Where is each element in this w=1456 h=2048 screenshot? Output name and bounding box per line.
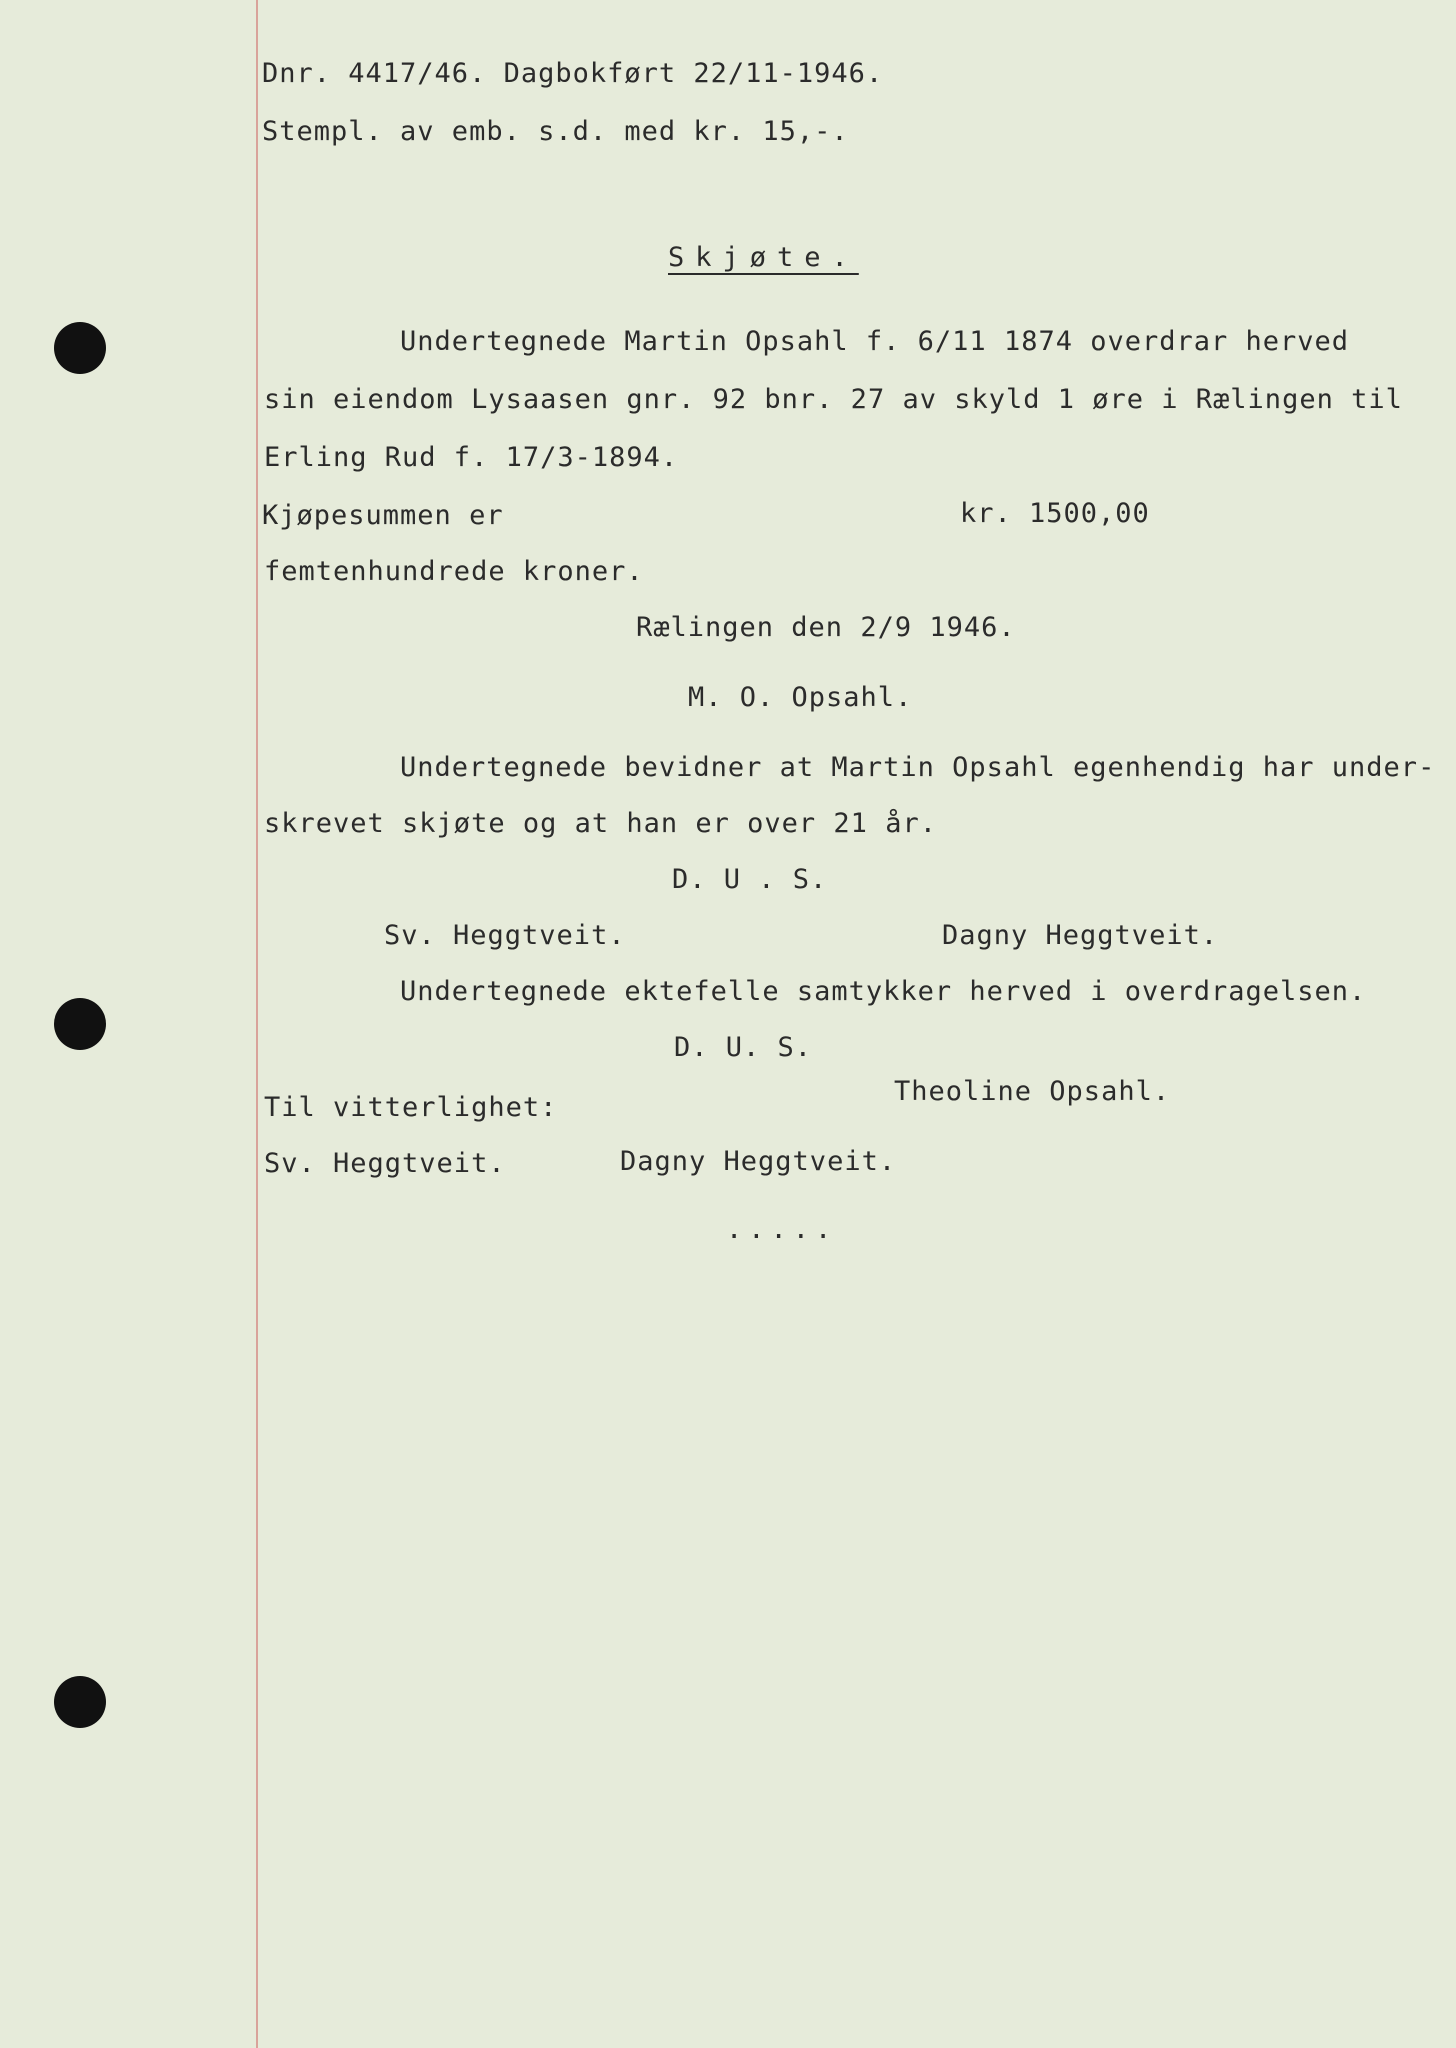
price-in-words: femtenhundrede kroner. [264, 556, 644, 587]
paragraph-2-line-2: skrevet skjøte og at han er over 21 år. [264, 808, 937, 839]
dus-mark-2: D. U. S. [674, 1032, 813, 1063]
witness-b-signature-2: Dagny Heggtveit. [620, 1146, 897, 1177]
paragraph-3: Undertegnede ektefelle samtykker herved i overdragelsen. [400, 976, 1367, 1007]
margin-line [256, 0, 258, 2048]
place-date: Rælingen den 2/9 1946. [636, 612, 1016, 643]
spouse-signature: Theoline Opsahl. [894, 1076, 1171, 1107]
paragraph-1-line-1: Undertegnede Martin Opsahl f. 6/11 1874 overdrar herved [400, 326, 1350, 357]
witness-signature-2: Dagny Heggtveit. [942, 920, 1219, 951]
end-dots: ..... [726, 1214, 838, 1245]
witness-signature-1: Sv. Heggtveit. [384, 920, 626, 951]
header-line-1: Dnr. 4417/46. Dagbokført 22/11-1946. [262, 58, 884, 89]
price-value: kr. 1500,00 [960, 498, 1150, 529]
paragraph-1-line-3: Erling Rud f. 17/3-1894. [264, 442, 679, 473]
vitterlighet-label: Til vitterlighet: [264, 1092, 558, 1123]
paragraph-2-line-1: Undertegnede bevidner at Martin Opsahl egenhendig har under- [400, 752, 1436, 783]
price-label: Kjøpesummen er [262, 500, 504, 531]
header-line-2: Stempl. av emb. s.d. med kr. 15,-. [262, 116, 849, 147]
punch-hole-middle [54, 998, 106, 1050]
punch-hole-top [54, 322, 106, 374]
paragraph-1-line-2: sin eiendom Lysaasen gnr. 92 bnr. 27 av skyld 1 øre i Rælingen til [264, 384, 1403, 415]
witness-b-signature-1: Sv. Heggtveit. [264, 1148, 506, 1179]
punch-hole-bottom [54, 1676, 106, 1728]
seller-signature: M. O. Opsahl. [688, 682, 913, 713]
dus-mark-1: D. U . S. [672, 864, 828, 895]
document-title: Skjøte. [668, 242, 859, 273]
